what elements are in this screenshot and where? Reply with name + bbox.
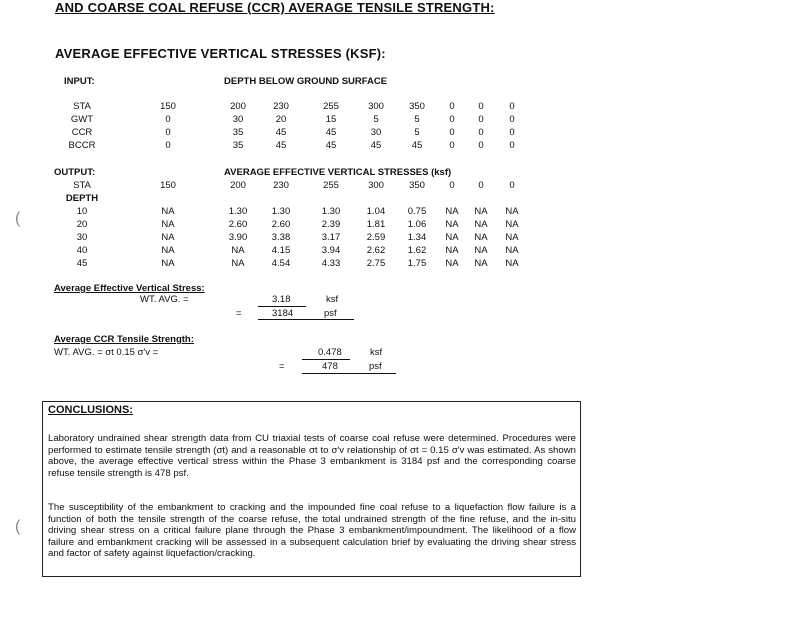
input-cell: 45: [325, 127, 337, 138]
input-cell: 45: [325, 140, 337, 151]
avg-stress-equals: =: [236, 308, 242, 319]
input-cell: 0: [509, 140, 515, 151]
input-cell: 0: [478, 127, 484, 138]
output-cell: 1.30: [228, 206, 248, 217]
output-cell: 4.54: [271, 258, 291, 269]
input-cell: 255: [323, 101, 339, 112]
output-cell: NA: [161, 219, 175, 230]
input-row-label: STA: [73, 101, 91, 112]
input-cell: 150: [160, 101, 176, 112]
input-cell: 5: [414, 114, 420, 125]
output-cell: NA: [161, 245, 175, 256]
output-cell: 2.75: [366, 258, 386, 269]
input-cell: 0: [165, 127, 171, 138]
input-cell: 35: [232, 140, 244, 151]
avg-tensile-wt-label: WT. AVG. = σt 0.15 σ'v =: [54, 347, 159, 358]
output-cell: 1.75: [407, 258, 427, 269]
avg-tensile-ksf-value: 0.478: [318, 347, 342, 358]
output-cell: NA: [161, 232, 175, 243]
output-depth-label: 10: [76, 206, 88, 217]
input-cell: 350: [409, 101, 425, 112]
output-cell: 2.39: [321, 219, 341, 230]
input-cell: 15: [325, 114, 337, 125]
input-cell: 0: [165, 114, 171, 125]
input-cell: 0: [478, 101, 484, 112]
input-cell: 0: [509, 101, 515, 112]
output-cell: NA: [445, 258, 459, 269]
input-cell: 0: [478, 114, 484, 125]
output-cell: 2.60: [228, 219, 248, 230]
input-cell: 0: [449, 127, 455, 138]
output-cell: NA: [474, 258, 488, 269]
input-cell: 20: [275, 114, 287, 125]
input-cell: 300: [368, 101, 384, 112]
avg-tensile-equals: =: [279, 361, 285, 372]
output-cell: NA: [231, 258, 245, 269]
section-title: AVERAGE EFFECTIVE VERTICAL STRESSES (KSF):: [55, 46, 386, 61]
input-row-label: GWT: [70, 114, 94, 125]
output-cell: NA: [505, 258, 519, 269]
input-cell: 0: [449, 101, 455, 112]
output-cell: NA: [445, 206, 459, 217]
output-cell: 2.62: [366, 245, 386, 256]
output-cell: 3.17: [321, 232, 341, 243]
input-cell: 45: [370, 140, 382, 151]
output-sta-label: STA: [73, 180, 91, 191]
output-cell: 1.62: [407, 245, 427, 256]
margin-scan-mark: (: [15, 210, 21, 227]
output-cell: 2.59: [366, 232, 386, 243]
output-cell: 1.81: [366, 219, 386, 230]
output-cell: NA: [445, 232, 459, 243]
input-row-label: BCCR: [68, 140, 96, 151]
output-depth-label: 30: [76, 232, 88, 243]
output-cell: NA: [445, 219, 459, 230]
input-cell: 5: [373, 114, 379, 125]
output-cell: 1.06: [407, 219, 427, 230]
output-cell: 3.94: [321, 245, 341, 256]
output-cell: NA: [505, 219, 519, 230]
output-cell: 4.33: [321, 258, 341, 269]
output-cell: 3.90: [228, 232, 248, 243]
output-cell: NA: [161, 258, 175, 269]
output-depth-label: 40: [76, 245, 88, 256]
output-cell: NA: [474, 206, 488, 217]
margin-scan-mark: (: [15, 518, 21, 535]
input-cell: 230: [273, 101, 289, 112]
avg-stress-ksf-unit: ksf: [326, 294, 339, 305]
output-sta-cell: 0: [449, 180, 455, 191]
avg-tensile-psf-unit: psf: [369, 361, 382, 372]
output-sta-cell: 0: [478, 180, 484, 191]
output-label: OUTPUT:: [54, 167, 96, 178]
output-cell: 1.30: [271, 206, 291, 217]
avg-tensile-psf-value: 478: [322, 361, 338, 372]
avg-tensile-rule-bottom: [302, 373, 396, 374]
output-cell: NA: [161, 206, 175, 217]
output-sta-cell: 230: [273, 180, 289, 191]
output-depth-label: 20: [76, 219, 88, 230]
avg-stress-rule-top: [258, 306, 306, 307]
input-cell: 0: [449, 140, 455, 151]
output-cell: 2.60: [271, 219, 291, 230]
output-cell: NA: [445, 245, 459, 256]
avg-tensile-label: Average CCR Tensile Strength:: [54, 334, 194, 345]
conclusions-paragraph-1: Laboratory undrained shear strength data from CU triaxial tests of coarse coal refuse were determined. Procedures were performed to estimate tensile strength (σt) and a reasonable σt to σ'v relationship of σt = 0.15 σ'v was estimated. As shown above, the average effective vertical stress within the Phase 3 embankment is 3184 psf and the corresponding coarse refuse tensile strength is 478 psf.: [48, 433, 576, 479]
output-cell: NA: [231, 245, 245, 256]
output-cell: NA: [474, 245, 488, 256]
output-cell: NA: [505, 245, 519, 256]
avg-stress-wt-label: WT. AVG. =: [140, 294, 189, 305]
input-cell: 0: [449, 114, 455, 125]
avg-tensile-ksf-unit: ksf: [370, 347, 383, 358]
output-sta-cell: 350: [409, 180, 425, 191]
output-sta-cell: 0: [509, 180, 515, 191]
avg-stress-psf-value: 3184: [272, 308, 294, 319]
avg-stress-rule-bottom: [258, 319, 354, 320]
avg-stress-label: Average Effective Vertical Stress:: [54, 283, 205, 294]
output-header: AVERAGE EFFECTIVE VERTICAL STRESSES (ksf): [224, 167, 452, 178]
input-cell: 30: [232, 114, 244, 125]
avg-stress-ksf-value: 3.18: [272, 294, 291, 305]
output-cell: 1.30: [321, 206, 341, 217]
conclusions-paragraph-2: The susceptibility of the embankment to cracking and the impounded fine coal refuse to a liquefaction flow failure is a function of both the tensile strength of the coarse refuse, the total undrained strength of the fine refuse, and the in-situ driving shear stress on a critical failure plane through the Phase 3 embankment/impoundment. The likelihood of a flow failure and embankment cracking will be assessed in a subsequent calculation brief by evaluating the driving shear stress and factor of safety against liquefaction/cracking.: [48, 502, 576, 560]
input-cell: 0: [509, 127, 515, 138]
output-sta-cell: 200: [230, 180, 246, 191]
input-cell: 35: [232, 127, 244, 138]
page-title: AND COARSE COAL REFUSE (CCR) AVERAGE TENSILE STRENGTH:: [55, 0, 495, 15]
input-row-label: CCR: [71, 127, 93, 138]
avg-stress-psf-unit: psf: [324, 308, 337, 319]
output-cell: 1.04: [366, 206, 386, 217]
output-cell: NA: [474, 219, 488, 230]
input-label: INPUT:: [64, 76, 95, 87]
input-cell: 0: [165, 140, 171, 151]
input-cell: 5: [414, 127, 420, 138]
input-cell: 45: [275, 127, 287, 138]
input-cell: 30: [370, 127, 382, 138]
input-cell: 45: [411, 140, 423, 151]
input-cell: 45: [275, 140, 287, 151]
input-cell: 0: [478, 140, 484, 151]
output-cell: NA: [505, 232, 519, 243]
output-cell: 3.38: [271, 232, 291, 243]
conclusions-title: CONCLUSIONS:: [48, 404, 133, 416]
depth-header: DEPTH BELOW GROUND SURFACE: [224, 76, 388, 87]
output-cell: NA: [505, 206, 519, 217]
output-depth-label: DEPTH: [65, 193, 99, 204]
output-sta-cell: 255: [323, 180, 339, 191]
output-sta-cell: 150: [160, 180, 176, 191]
output-cell: 1.34: [407, 232, 427, 243]
output-cell: NA: [474, 232, 488, 243]
output-depth-label: 45: [76, 258, 88, 269]
avg-tensile-rule-top: [302, 359, 350, 360]
output-cell: 4.15: [271, 245, 291, 256]
input-cell: 0: [509, 114, 515, 125]
output-cell: 0.75: [407, 206, 427, 217]
output-sta-cell: 300: [368, 180, 384, 191]
input-cell: 200: [230, 101, 246, 112]
